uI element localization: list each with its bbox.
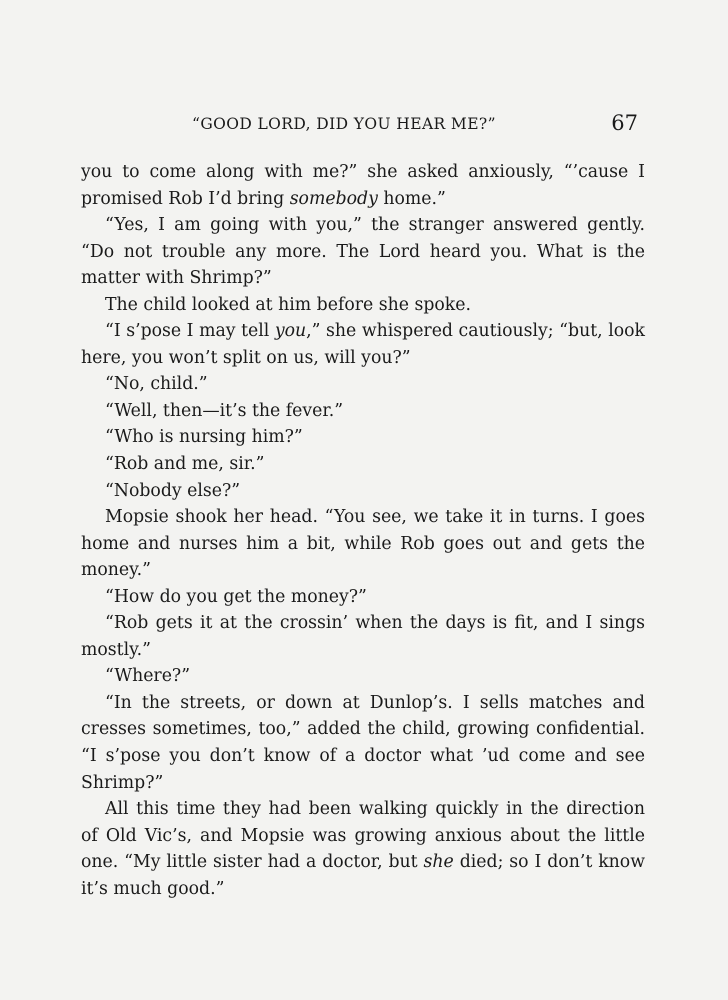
running-title: “GOOD LORD, DID YOU HEAR ME?” (192, 115, 496, 133)
paragraph: “Rob and me, sir.” (105, 454, 265, 475)
emphasized-word: you (274, 321, 307, 342)
paragraph: “Well, then—it’s the fever.” (105, 400, 344, 421)
paragraph: “Yes, I am going with you,” the stranger answered gently. “Do not trouble any more. The Lord heard you. What is the matter with Shrimp?” (81, 215, 645, 289)
paragraph: “No, child.” (105, 374, 208, 395)
body-text (81, 159, 645, 902)
paragraph: “Who is nursing him?” (105, 427, 303, 448)
paragraph: “Nobody else?” (105, 480, 241, 501)
paragraph: “I s’pose I may tell you,” she whispered cautiously; “but, look here, you won’t split on us, will you?” (81, 321, 646, 368)
paragraph: “In the streets, or down at Dunlop’s. I sells matches and cresses sometimes, too,” added the child, growing confidential. “I s’pose you don’t know of a doctor what ’ud come and see Shrimp?” (81, 692, 645, 793)
paragraph: The child looked at him before she spoke. (105, 294, 471, 315)
emphasized-word: somebody (289, 188, 378, 209)
paragraph: Mopsie shook her head. “You see, we take it in turns. I goes home and nurses him a bit, while Rob goes out and gets the money.” (81, 507, 645, 581)
emphasized-word: she (423, 852, 454, 873)
paragraph: “Where?” (105, 666, 191, 687)
paragraph: you to come along with me?” she asked anxiously, “’cause I promised Rob I’d bring somebody home.” (81, 162, 645, 209)
running-head (82, 111, 638, 137)
paragraph: All this time they had been walking quickly in the direction of Old Vic’s, and Mopsie was growing anxious about the little one. “My little sister had a doctor, but she died; so I don’t know it’s much good.” (81, 799, 645, 899)
paragraph: “How do you get the money?” (105, 586, 367, 607)
paragraph: “Rob gets it at the crossin’ when the days is fit, and I sings mostly.” (81, 613, 645, 660)
page-number: 67 (611, 111, 638, 135)
